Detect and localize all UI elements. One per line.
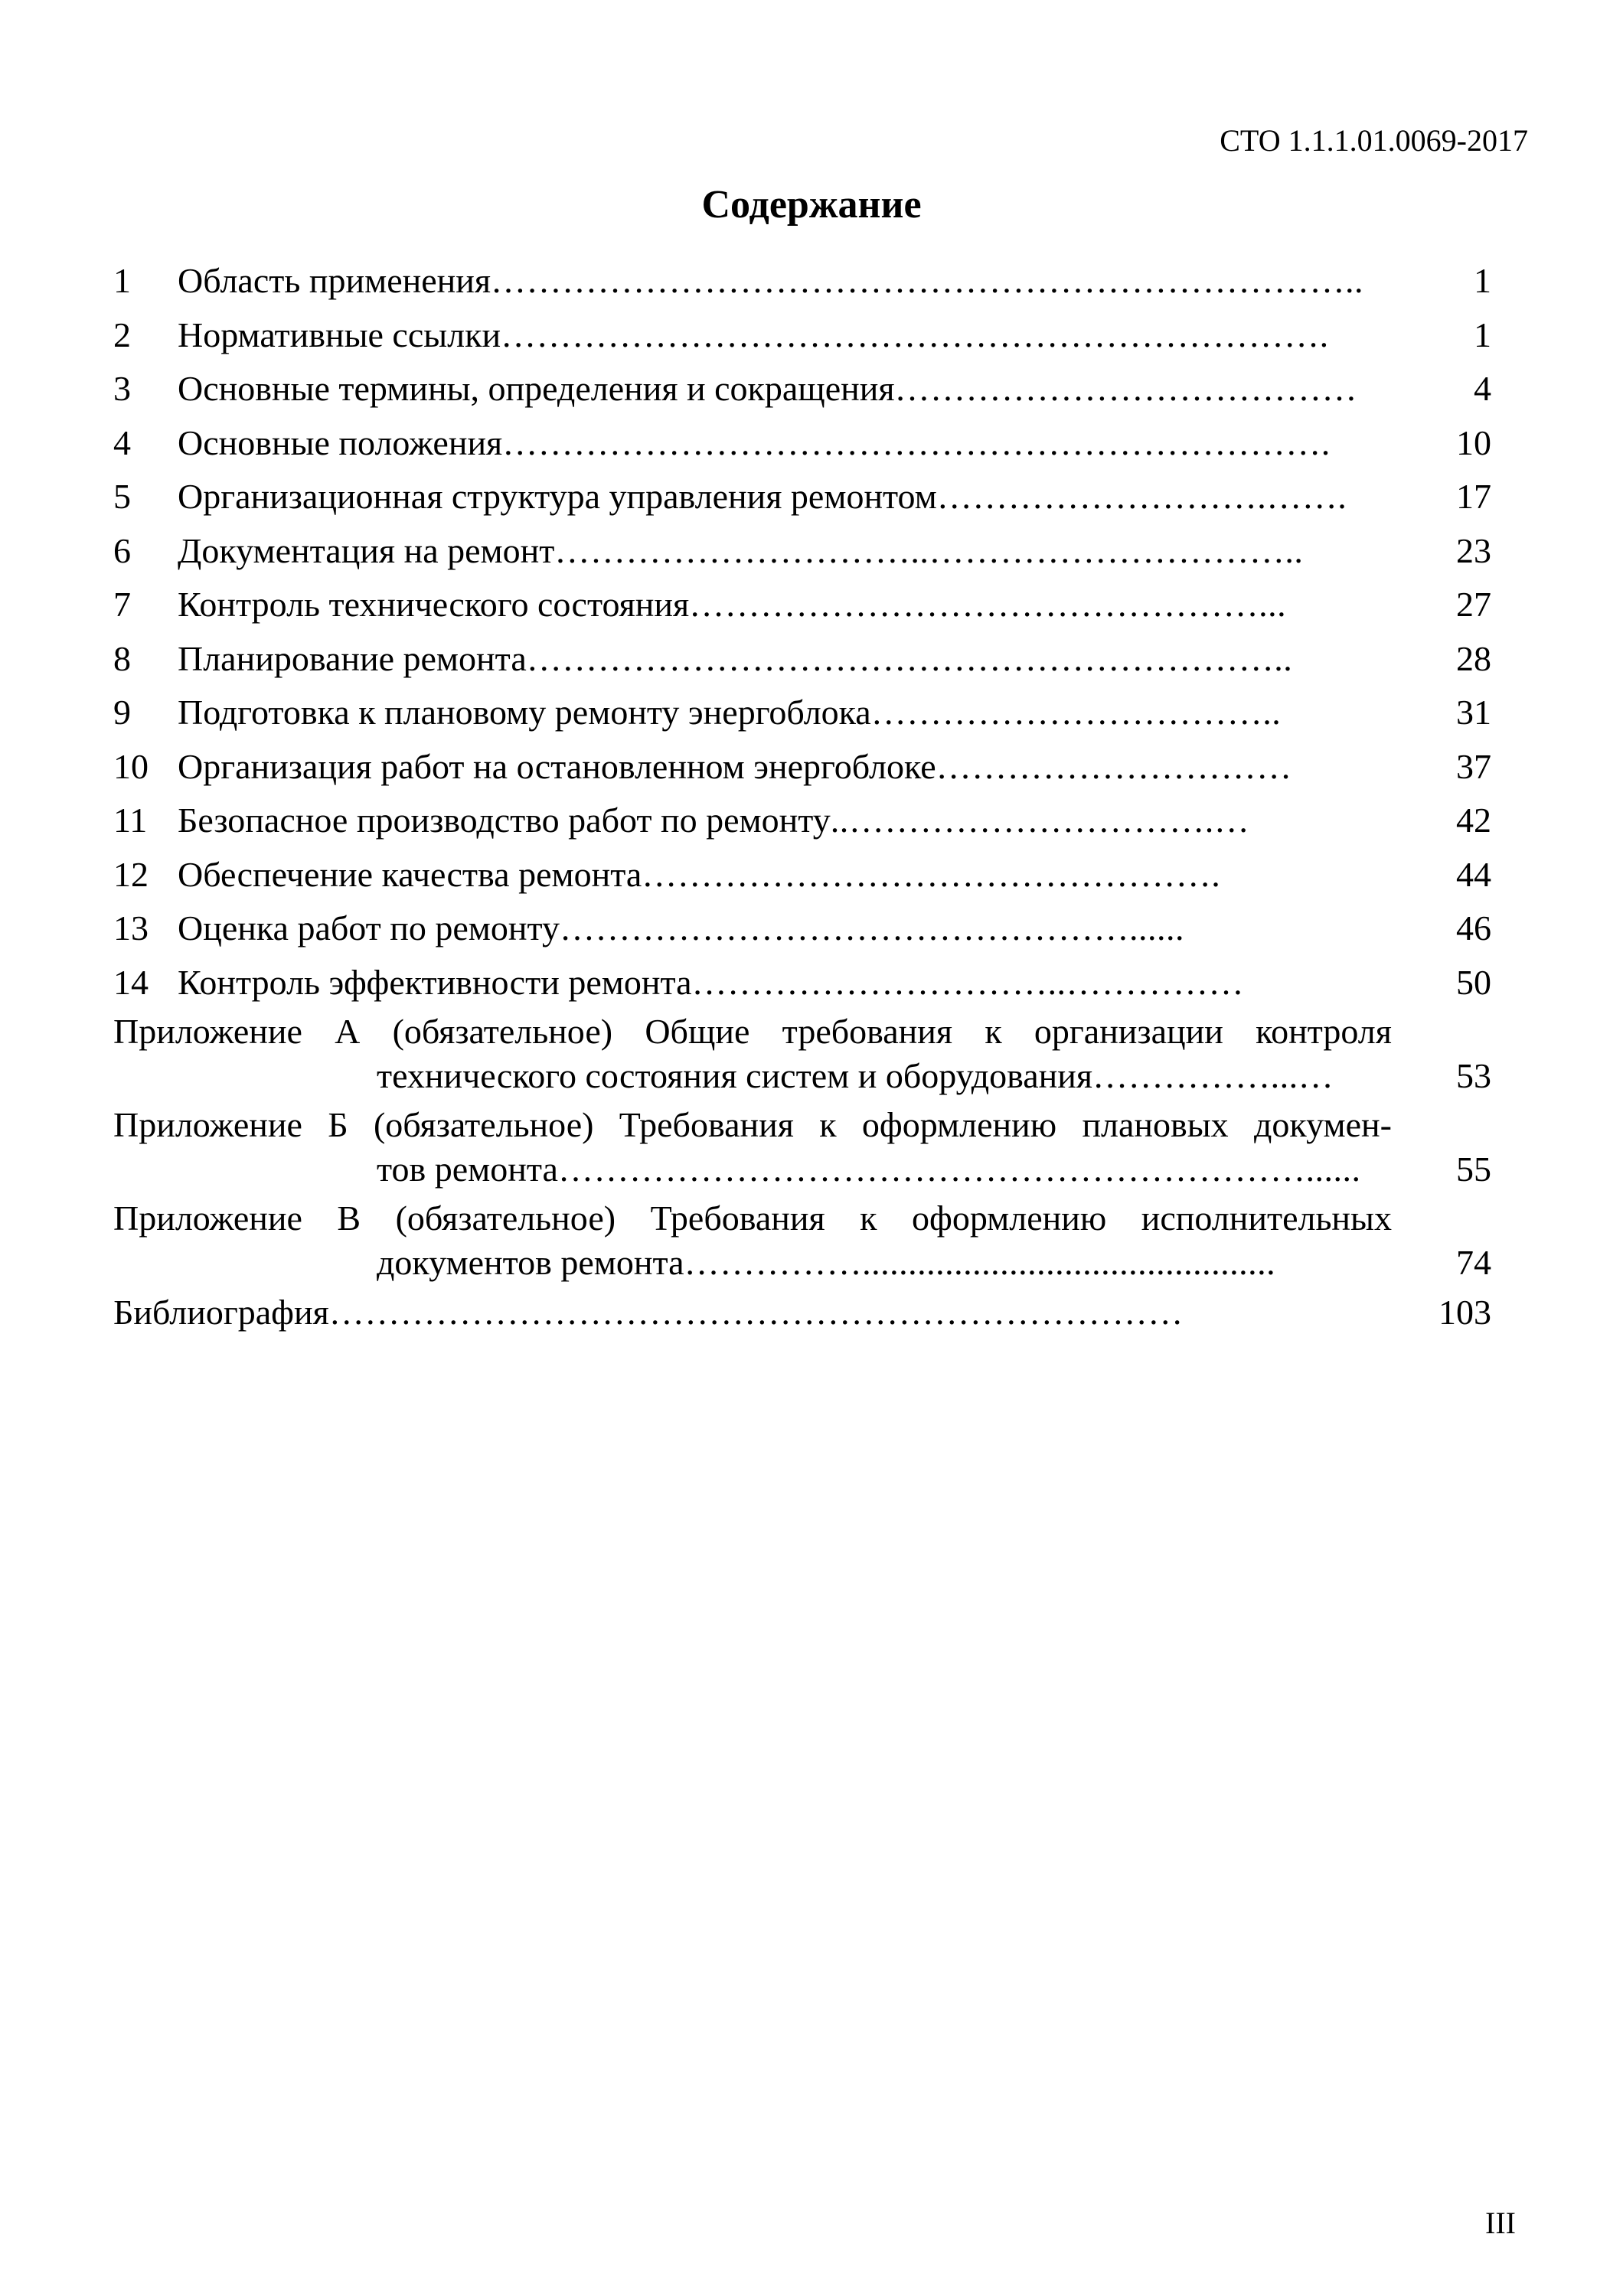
toc-entry[interactable] [113,740,1491,794]
toc-entry-leader: ……………………………………………………………. [501,315,1329,354]
toc-entry[interactable] [113,308,1491,363]
toc-entry[interactable] [113,794,1491,848]
toc-entry-leader: ………………………………………………………...... [557,1150,1361,1189]
toc-entry[interactable] [113,524,1491,579]
toc-entry-number: 2 [113,315,131,354]
toc-entry[interactable] [113,902,1491,956]
appendix-word: Требования [650,1199,825,1238]
appendix-word: (обязательное) [395,1199,616,1238]
toc-entry-number: 9 [113,693,131,732]
toc-entry[interactable] [113,956,1491,1010]
toc-entry-title: Область применения [178,261,491,300]
appendix-letter: В [337,1199,361,1238]
toc-entry-leader: …………………………………………. [642,854,1221,894]
toc-entry-title: Оценка работ по ремонту [178,908,560,947]
appendix-word: к [819,1105,837,1144]
toc-entry-title: Библиография [113,1293,329,1332]
toc-entry[interactable] [113,254,1491,308]
toc-entry-number: 12 [113,854,149,894]
appendix-word: Требования [619,1105,794,1144]
toc-entry-leader: ………………………… [936,746,1292,786]
appendix-word: Приложение [113,1105,302,1144]
toc-entry[interactable] [113,578,1491,632]
toc-entry-leader: ……………………………………………………………. [502,422,1331,462]
toc-entry-title: Планирование ремонта [178,638,527,678]
toc-entry-page: 37 [1456,746,1491,786]
toc-entry-title: Нормативные ссылки [178,315,501,354]
toc-entry-leader: …………………………..…………… [691,962,1245,1002]
toc-entry-page: 17 [1456,477,1491,516]
toc-entry-leader: ………………………………… [894,369,1358,408]
toc-entry[interactable] [113,470,1491,524]
appendix-word: требования [782,1012,953,1051]
toc-appendix-entry[interactable] [113,1196,1491,1285]
toc-entry-leader: ……………............................................. [684,1243,1276,1282]
toc-entry-number: 5 [113,477,131,516]
toc-entry-leader: …………………………..………………………….. [554,530,1304,570]
appendix-word: (обязательное) [373,1105,594,1144]
document-code: СТО 1.1.1.01.0069-2017 [1220,123,1528,158]
toc-entry-title: Документация на ремонт [178,530,555,570]
toc-entry-page: 42 [1456,801,1491,840]
toc-entry-page: 23 [1456,530,1491,570]
appendix-word: Приложение [113,1012,302,1051]
toc-entry-page: 50 [1456,962,1491,1002]
appendix-title-continuation: документов ремонта [377,1243,684,1282]
appendix-word: организации [1034,1012,1223,1051]
toc-entry-title: Основные термины, определения и сокращения [178,369,895,408]
appendix-letter: Б [328,1105,348,1144]
toc-entry-leader: ……………...… [1092,1056,1334,1095]
toc-entry-number: 7 [113,585,131,624]
appendix-word: оформлению [861,1105,1057,1144]
toc-entry[interactable] [113,362,1491,416]
toc-entry-leader: …………………………………………... [689,585,1287,624]
appendix-title-continuation: технического состояния систем и оборудования [377,1056,1093,1095]
toc-entry-leader: ..………………………….… [830,801,1250,840]
toc-appendix-entry[interactable] [113,1009,1491,1098]
toc-entry-page: 53 [1456,1056,1491,1095]
toc-entry[interactable] [113,416,1491,471]
toc-entry-title: Обеспечение качества ремонта [178,854,642,894]
toc-entry-page: 31 [1456,693,1491,732]
toc-entry-leader: ……………………………………………………………….. [491,261,1364,300]
toc-entry-page: 1 [1474,315,1491,354]
toc-entry-page: 46 [1456,908,1491,947]
toc-entry-page: 44 [1456,854,1491,894]
appendix-word: (обязательное) [392,1012,613,1051]
toc-entry-page: 55 [1456,1150,1491,1189]
page-number: III [1485,2206,1516,2240]
toc-entry-page: 1 [1474,261,1491,300]
toc-entry-number: 3 [113,369,131,408]
toc-entry-number: 11 [113,801,148,840]
toc-entry-page: 28 [1456,638,1491,678]
table-of-contents [113,254,1491,1336]
toc-entry-number: 13 [113,908,149,947]
toc-entry-number: 10 [113,746,149,786]
page-title: Содержание [701,183,922,227]
toc-entry-number: 6 [113,530,131,570]
toc-entry-page: 103 [1438,1293,1491,1332]
toc-entry-title: Основные положения [178,422,503,462]
appendix-word: Общие [645,1012,750,1051]
toc-entry-leader: ……………………….……. [936,477,1347,516]
toc-entry-number: 14 [113,962,149,1002]
toc-entry-page: 10 [1456,422,1491,462]
appendix-word: оформлению [912,1199,1107,1238]
toc-entry-title: Контроль эффективности ремонта [178,962,692,1002]
toc-entry-title: Организационная структура управления ремонтом [178,477,937,516]
appendix-letter: А [335,1012,361,1051]
toc-entry-page: 74 [1456,1243,1491,1282]
toc-entry-title: Организация работ на остановленном энергоблоке [178,746,936,786]
toc-entry-number: 4 [113,422,131,462]
appendix-word: к [860,1199,877,1238]
toc-entry[interactable] [113,632,1491,687]
toc-entry-number: 8 [113,638,131,678]
toc-entry-leader: …………………………………………...... [560,908,1185,947]
appendix-title-continuation: тов ремонта [377,1150,558,1189]
toc-entry-page: 27 [1456,585,1491,624]
appendix-word: к [985,1012,1002,1051]
toc-entry-title: Контроль технического состояния [178,585,690,624]
toc-bibliography-entry[interactable] [113,1290,1491,1336]
toc-entry-title: Безопасное производство работ по ремонту [178,801,831,840]
appendix-word: контроля [1256,1012,1392,1051]
appendix-word: Приложение [113,1199,302,1238]
toc-entry-leader: ……………………………………………………………… [328,1293,1184,1332]
toc-appendix-entry[interactable] [113,1103,1491,1192]
toc-entry-leader: ……………………………………………………….. [526,638,1293,678]
toc-entry[interactable] [113,848,1491,902]
appendix-word: плановых [1082,1105,1229,1144]
toc-entry-title: Подготовка к плановому ремонту энергоблока [178,693,871,732]
appendix-word: докумен- [1254,1105,1392,1144]
toc-entry[interactable] [113,686,1491,740]
toc-entry-number: 1 [113,261,131,300]
toc-entry-leader: …………………………….. [870,693,1282,732]
appendix-word: исполнительных [1141,1199,1392,1238]
toc-entry-page: 4 [1474,369,1491,408]
